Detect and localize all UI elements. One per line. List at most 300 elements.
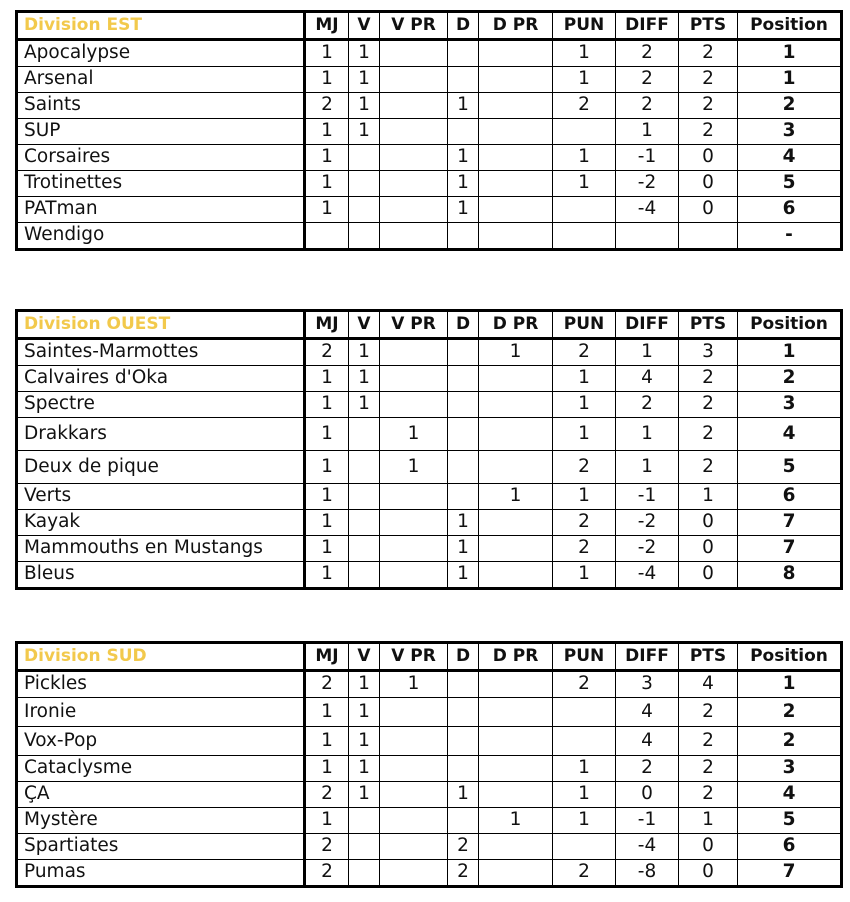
mj-cell: 1 bbox=[305, 171, 349, 197]
pun-cell: 1 bbox=[553, 171, 616, 197]
v-cell bbox=[349, 145, 380, 171]
diff-cell: 0 bbox=[616, 782, 679, 808]
pun-cell: 1 bbox=[553, 756, 616, 782]
team-name-cell: Saintes-Marmottes bbox=[17, 339, 305, 366]
d-cell: 1 bbox=[448, 562, 479, 589]
mj-cell: 1 bbox=[305, 536, 349, 562]
d-pr-cell bbox=[479, 671, 553, 698]
col-v: V bbox=[349, 643, 380, 671]
pun-cell: 1 bbox=[553, 366, 616, 392]
pun-cell: 2 bbox=[553, 93, 616, 119]
mj-cell: 2 bbox=[305, 339, 349, 366]
pun-cell bbox=[553, 727, 616, 756]
col-pun: PUN bbox=[553, 311, 616, 339]
mj-cell: 2 bbox=[305, 93, 349, 119]
col-dpr: D PR bbox=[479, 12, 553, 40]
d-cell bbox=[448, 339, 479, 366]
pts-cell: 2 bbox=[679, 418, 738, 451]
v-pr-cell bbox=[380, 756, 448, 782]
team-row bbox=[17, 834, 842, 860]
header-row bbox=[17, 643, 842, 671]
pts-cell: 2 bbox=[679, 451, 738, 484]
division-title: Division OUEST bbox=[17, 311, 305, 339]
pts-cell: 0 bbox=[679, 536, 738, 562]
team-row bbox=[17, 860, 842, 887]
pun-cell: 1 bbox=[553, 418, 616, 451]
d-cell bbox=[448, 418, 479, 451]
team-row bbox=[17, 171, 842, 197]
d-pr-cell bbox=[479, 93, 553, 119]
pun-cell: 1 bbox=[553, 484, 616, 510]
v-pr-cell bbox=[380, 197, 448, 223]
team-row bbox=[17, 418, 842, 451]
team-row bbox=[17, 698, 842, 727]
d-cell bbox=[448, 366, 479, 392]
team-row bbox=[17, 145, 842, 171]
col-v: V bbox=[349, 12, 380, 40]
diff-cell: 4 bbox=[616, 727, 679, 756]
pun-cell: 1 bbox=[553, 145, 616, 171]
pun-cell: 2 bbox=[553, 536, 616, 562]
pun-cell: 1 bbox=[553, 67, 616, 93]
d-cell: 2 bbox=[448, 834, 479, 860]
diff-cell: -1 bbox=[616, 145, 679, 171]
diff-cell: -1 bbox=[616, 484, 679, 510]
pts-cell: 0 bbox=[679, 145, 738, 171]
pts-cell: 0 bbox=[679, 562, 738, 589]
d-pr-cell bbox=[479, 510, 553, 536]
col-pts: PTS bbox=[679, 311, 738, 339]
d-pr-cell bbox=[479, 366, 553, 392]
position-cell: 7 bbox=[738, 536, 842, 562]
col-mj: MJ bbox=[305, 12, 349, 40]
position-cell: 5 bbox=[738, 171, 842, 197]
d-pr-cell bbox=[479, 223, 553, 250]
v-cell: 1 bbox=[349, 67, 380, 93]
d-cell: 1 bbox=[448, 145, 479, 171]
v-pr-cell bbox=[380, 93, 448, 119]
col-pun: PUN bbox=[553, 12, 616, 40]
team-row bbox=[17, 339, 842, 366]
team-name-cell: Pumas bbox=[17, 860, 305, 887]
d-pr-cell bbox=[479, 536, 553, 562]
d-cell bbox=[448, 119, 479, 145]
d-pr-cell bbox=[479, 562, 553, 589]
v-pr-cell bbox=[380, 40, 448, 67]
col-d: D bbox=[448, 643, 479, 671]
position-cell: 2 bbox=[738, 93, 842, 119]
team-row bbox=[17, 197, 842, 223]
team-name-cell: ÇA bbox=[17, 782, 305, 808]
position-cell: 6 bbox=[738, 197, 842, 223]
pts-cell: 0 bbox=[679, 171, 738, 197]
v-cell bbox=[349, 536, 380, 562]
mj-cell: 1 bbox=[305, 40, 349, 67]
division-ouest-table bbox=[15, 309, 843, 590]
team-row bbox=[17, 727, 842, 756]
division-rows bbox=[17, 339, 842, 589]
team-name-cell: Spectre bbox=[17, 392, 305, 418]
col-diff: DIFF bbox=[616, 12, 679, 40]
pts-cell: 2 bbox=[679, 67, 738, 93]
mj-cell: 1 bbox=[305, 67, 349, 93]
team-row bbox=[17, 40, 842, 67]
v-pr-cell bbox=[380, 562, 448, 589]
v-cell: 1 bbox=[349, 366, 380, 392]
diff-cell: 3 bbox=[616, 671, 679, 698]
d-cell: 1 bbox=[448, 536, 479, 562]
v-cell: 1 bbox=[349, 93, 380, 119]
pts-cell: 0 bbox=[679, 860, 738, 887]
col-vpr: V PR bbox=[380, 643, 448, 671]
d-cell: 1 bbox=[448, 782, 479, 808]
team-row bbox=[17, 93, 842, 119]
position-cell: - bbox=[738, 223, 842, 250]
col-dpr: D PR bbox=[479, 643, 553, 671]
mj-cell: 1 bbox=[305, 698, 349, 727]
pts-cell: 3 bbox=[679, 339, 738, 366]
pun-cell: 1 bbox=[553, 782, 616, 808]
v-pr-cell: 1 bbox=[380, 671, 448, 698]
position-cell: 1 bbox=[738, 40, 842, 67]
position-cell: 4 bbox=[738, 782, 842, 808]
team-row bbox=[17, 782, 842, 808]
v-cell: 1 bbox=[349, 727, 380, 756]
v-pr-cell bbox=[380, 698, 448, 727]
d-cell bbox=[448, 756, 479, 782]
team-name-cell: Calvaires d'Oka bbox=[17, 366, 305, 392]
v-cell bbox=[349, 197, 380, 223]
diff-cell: -8 bbox=[616, 860, 679, 887]
mj-cell: 1 bbox=[305, 145, 349, 171]
d-cell bbox=[448, 727, 479, 756]
pts-cell: 2 bbox=[679, 40, 738, 67]
d-cell: 1 bbox=[448, 510, 479, 536]
team-name-cell: Ironie bbox=[17, 698, 305, 727]
team-name-cell: Mammouths en Mustangs bbox=[17, 536, 305, 562]
mj-cell: 1 bbox=[305, 727, 349, 756]
mj-cell: 1 bbox=[305, 484, 349, 510]
header-row bbox=[17, 12, 842, 40]
v-pr-cell bbox=[380, 223, 448, 250]
d-pr-cell bbox=[479, 727, 553, 756]
v-pr-cell bbox=[380, 484, 448, 510]
d-pr-cell bbox=[479, 145, 553, 171]
division-title: Division SUD bbox=[17, 643, 305, 671]
position-cell: 6 bbox=[738, 484, 842, 510]
team-name-cell: Pickles bbox=[17, 671, 305, 698]
col-pun: PUN bbox=[553, 643, 616, 671]
position-cell: 5 bbox=[738, 451, 842, 484]
mj-cell: 1 bbox=[305, 119, 349, 145]
pun-cell: 1 bbox=[553, 392, 616, 418]
d-pr-cell bbox=[479, 756, 553, 782]
v-pr-cell: 1 bbox=[380, 418, 448, 451]
d-pr-cell: 1 bbox=[479, 808, 553, 834]
d-cell bbox=[448, 808, 479, 834]
team-row bbox=[17, 484, 842, 510]
d-pr-cell bbox=[479, 40, 553, 67]
col-vpr: V PR bbox=[380, 12, 448, 40]
position-cell: 7 bbox=[738, 860, 842, 887]
d-pr-cell bbox=[479, 392, 553, 418]
division-est-table bbox=[15, 10, 843, 251]
team-row bbox=[17, 536, 842, 562]
mj-cell: 1 bbox=[305, 197, 349, 223]
d-cell bbox=[448, 484, 479, 510]
v-pr-cell bbox=[380, 727, 448, 756]
v-pr-cell: 1 bbox=[380, 451, 448, 484]
col-vpr: V PR bbox=[380, 311, 448, 339]
d-cell: 1 bbox=[448, 197, 479, 223]
diff-cell: 2 bbox=[616, 756, 679, 782]
v-pr-cell bbox=[380, 67, 448, 93]
team-row bbox=[17, 671, 842, 698]
team-name-cell: Apocalypse bbox=[17, 40, 305, 67]
team-name-cell: Trotinettes bbox=[17, 171, 305, 197]
team-row bbox=[17, 451, 842, 484]
team-name-cell: Drakkars bbox=[17, 418, 305, 451]
team-row bbox=[17, 392, 842, 418]
v-cell: 1 bbox=[349, 40, 380, 67]
pts-cell: 1 bbox=[679, 808, 738, 834]
d-pr-cell bbox=[479, 782, 553, 808]
diff-cell: 2 bbox=[616, 392, 679, 418]
col-v: V bbox=[349, 311, 380, 339]
team-name-cell: Mystère bbox=[17, 808, 305, 834]
v-cell: 1 bbox=[349, 671, 380, 698]
position-cell: 1 bbox=[738, 671, 842, 698]
mj-cell: 1 bbox=[305, 451, 349, 484]
pun-cell: 2 bbox=[553, 339, 616, 366]
division-rows bbox=[17, 671, 842, 887]
diff-cell: 4 bbox=[616, 366, 679, 392]
header-row bbox=[17, 311, 842, 339]
pun-cell bbox=[553, 223, 616, 250]
mj-cell: 2 bbox=[305, 834, 349, 860]
pts-cell: 0 bbox=[679, 834, 738, 860]
d-cell: 1 bbox=[448, 171, 479, 197]
mj-cell bbox=[305, 223, 349, 250]
team-name-cell: Corsaires bbox=[17, 145, 305, 171]
position-cell: 5 bbox=[738, 808, 842, 834]
diff-cell: -2 bbox=[616, 171, 679, 197]
pts-cell: 2 bbox=[679, 119, 738, 145]
mj-cell: 1 bbox=[305, 510, 349, 536]
d-pr-cell bbox=[479, 860, 553, 887]
v-pr-cell bbox=[380, 145, 448, 171]
v-pr-cell bbox=[380, 860, 448, 887]
team-name-cell: Verts bbox=[17, 484, 305, 510]
v-pr-cell bbox=[380, 339, 448, 366]
position-cell: 1 bbox=[738, 339, 842, 366]
v-cell bbox=[349, 171, 380, 197]
v-pr-cell bbox=[380, 119, 448, 145]
col-diff: DIFF bbox=[616, 643, 679, 671]
diff-cell: -2 bbox=[616, 510, 679, 536]
v-cell bbox=[349, 484, 380, 510]
col-position: Position bbox=[738, 643, 842, 671]
position-cell: 8 bbox=[738, 562, 842, 589]
team-row bbox=[17, 510, 842, 536]
pts-cell: 2 bbox=[679, 698, 738, 727]
d-pr-cell: 1 bbox=[479, 484, 553, 510]
pts-cell: 1 bbox=[679, 484, 738, 510]
team-row bbox=[17, 67, 842, 93]
d-cell bbox=[448, 451, 479, 484]
pts-cell: 2 bbox=[679, 782, 738, 808]
pts-cell: 2 bbox=[679, 93, 738, 119]
v-cell bbox=[349, 451, 380, 484]
d-pr-cell bbox=[479, 834, 553, 860]
v-cell: 1 bbox=[349, 392, 380, 418]
diff-cell: -4 bbox=[616, 197, 679, 223]
division-rows bbox=[17, 40, 842, 250]
position-cell: 1 bbox=[738, 67, 842, 93]
team-row bbox=[17, 756, 842, 782]
position-cell: 3 bbox=[738, 756, 842, 782]
pun-cell: 2 bbox=[553, 860, 616, 887]
mj-cell: 1 bbox=[305, 562, 349, 589]
division-sud-table bbox=[15, 641, 843, 888]
col-position: Position bbox=[738, 311, 842, 339]
team-name-cell: Deux de pique bbox=[17, 451, 305, 484]
diff-cell: 1 bbox=[616, 119, 679, 145]
diff-cell: 2 bbox=[616, 93, 679, 119]
v-pr-cell bbox=[380, 536, 448, 562]
v-cell: 1 bbox=[349, 756, 380, 782]
d-pr-cell bbox=[479, 197, 553, 223]
diff-cell: 1 bbox=[616, 451, 679, 484]
d-cell bbox=[448, 40, 479, 67]
team-name-cell: Arsenal bbox=[17, 67, 305, 93]
mj-cell: 2 bbox=[305, 782, 349, 808]
team-row bbox=[17, 119, 842, 145]
v-cell bbox=[349, 562, 380, 589]
d-cell bbox=[448, 392, 479, 418]
pun-cell: 2 bbox=[553, 671, 616, 698]
v-cell bbox=[349, 808, 380, 834]
d-cell: 2 bbox=[448, 860, 479, 887]
pts-cell: 2 bbox=[679, 392, 738, 418]
col-d: D bbox=[448, 311, 479, 339]
team-row bbox=[17, 808, 842, 834]
pts-cell bbox=[679, 223, 738, 250]
col-position: Position bbox=[738, 12, 842, 40]
position-cell: 2 bbox=[738, 698, 842, 727]
d-pr-cell bbox=[479, 171, 553, 197]
team-name-cell: Spartiates bbox=[17, 834, 305, 860]
mj-cell: 1 bbox=[305, 808, 349, 834]
position-cell: 3 bbox=[738, 119, 842, 145]
v-pr-cell bbox=[380, 510, 448, 536]
team-row bbox=[17, 562, 842, 589]
pts-cell: 4 bbox=[679, 671, 738, 698]
mj-cell: 1 bbox=[305, 756, 349, 782]
position-cell: 2 bbox=[738, 727, 842, 756]
position-cell: 4 bbox=[738, 418, 842, 451]
pun-cell: 2 bbox=[553, 451, 616, 484]
col-d: D bbox=[448, 12, 479, 40]
v-cell bbox=[349, 510, 380, 536]
mj-cell: 2 bbox=[305, 860, 349, 887]
position-cell: 7 bbox=[738, 510, 842, 536]
team-name-cell: Kayak bbox=[17, 510, 305, 536]
mj-cell: 1 bbox=[305, 418, 349, 451]
v-cell: 1 bbox=[349, 782, 380, 808]
position-cell: 6 bbox=[738, 834, 842, 860]
v-cell bbox=[349, 834, 380, 860]
diff-cell: -4 bbox=[616, 562, 679, 589]
v-pr-cell bbox=[380, 782, 448, 808]
d-cell bbox=[448, 67, 479, 93]
d-cell: 1 bbox=[448, 93, 479, 119]
col-pts: PTS bbox=[679, 643, 738, 671]
col-dpr: D PR bbox=[479, 311, 553, 339]
d-pr-cell bbox=[479, 119, 553, 145]
col-pts: PTS bbox=[679, 12, 738, 40]
pun-cell bbox=[553, 834, 616, 860]
v-cell bbox=[349, 418, 380, 451]
team-name-cell: SUP bbox=[17, 119, 305, 145]
team-name-cell: Bleus bbox=[17, 562, 305, 589]
pts-cell: 0 bbox=[679, 510, 738, 536]
pun-cell: 2 bbox=[553, 510, 616, 536]
col-diff: DIFF bbox=[616, 311, 679, 339]
team-row bbox=[17, 223, 842, 250]
mj-cell: 1 bbox=[305, 392, 349, 418]
d-pr-cell bbox=[479, 418, 553, 451]
pun-cell bbox=[553, 197, 616, 223]
position-cell: 2 bbox=[738, 366, 842, 392]
pts-cell: 2 bbox=[679, 366, 738, 392]
d-cell bbox=[448, 223, 479, 250]
position-cell: 4 bbox=[738, 145, 842, 171]
v-pr-cell bbox=[380, 834, 448, 860]
d-cell bbox=[448, 671, 479, 698]
diff-cell bbox=[616, 223, 679, 250]
diff-cell: -2 bbox=[616, 536, 679, 562]
mj-cell: 1 bbox=[305, 366, 349, 392]
mj-cell: 2 bbox=[305, 671, 349, 698]
col-mj: MJ bbox=[305, 643, 349, 671]
pun-cell: 1 bbox=[553, 808, 616, 834]
v-cell: 1 bbox=[349, 119, 380, 145]
division-title: Division EST bbox=[17, 12, 305, 40]
d-pr-cell bbox=[479, 451, 553, 484]
position-cell: 3 bbox=[738, 392, 842, 418]
pun-cell bbox=[553, 119, 616, 145]
col-mj: MJ bbox=[305, 311, 349, 339]
pun-cell: 1 bbox=[553, 40, 616, 67]
diff-cell: -1 bbox=[616, 808, 679, 834]
team-name-cell: PATman bbox=[17, 197, 305, 223]
v-pr-cell bbox=[380, 366, 448, 392]
team-name-cell: Vox-Pop bbox=[17, 727, 305, 756]
v-cell bbox=[349, 860, 380, 887]
pts-cell: 2 bbox=[679, 756, 738, 782]
v-cell bbox=[349, 223, 380, 250]
d-cell bbox=[448, 698, 479, 727]
team-name-cell: Saints bbox=[17, 93, 305, 119]
v-cell: 1 bbox=[349, 698, 380, 727]
v-pr-cell bbox=[380, 171, 448, 197]
diff-cell: 2 bbox=[616, 67, 679, 93]
diff-cell: 1 bbox=[616, 339, 679, 366]
v-pr-cell bbox=[380, 808, 448, 834]
d-pr-cell bbox=[479, 698, 553, 727]
diff-cell: 1 bbox=[616, 418, 679, 451]
